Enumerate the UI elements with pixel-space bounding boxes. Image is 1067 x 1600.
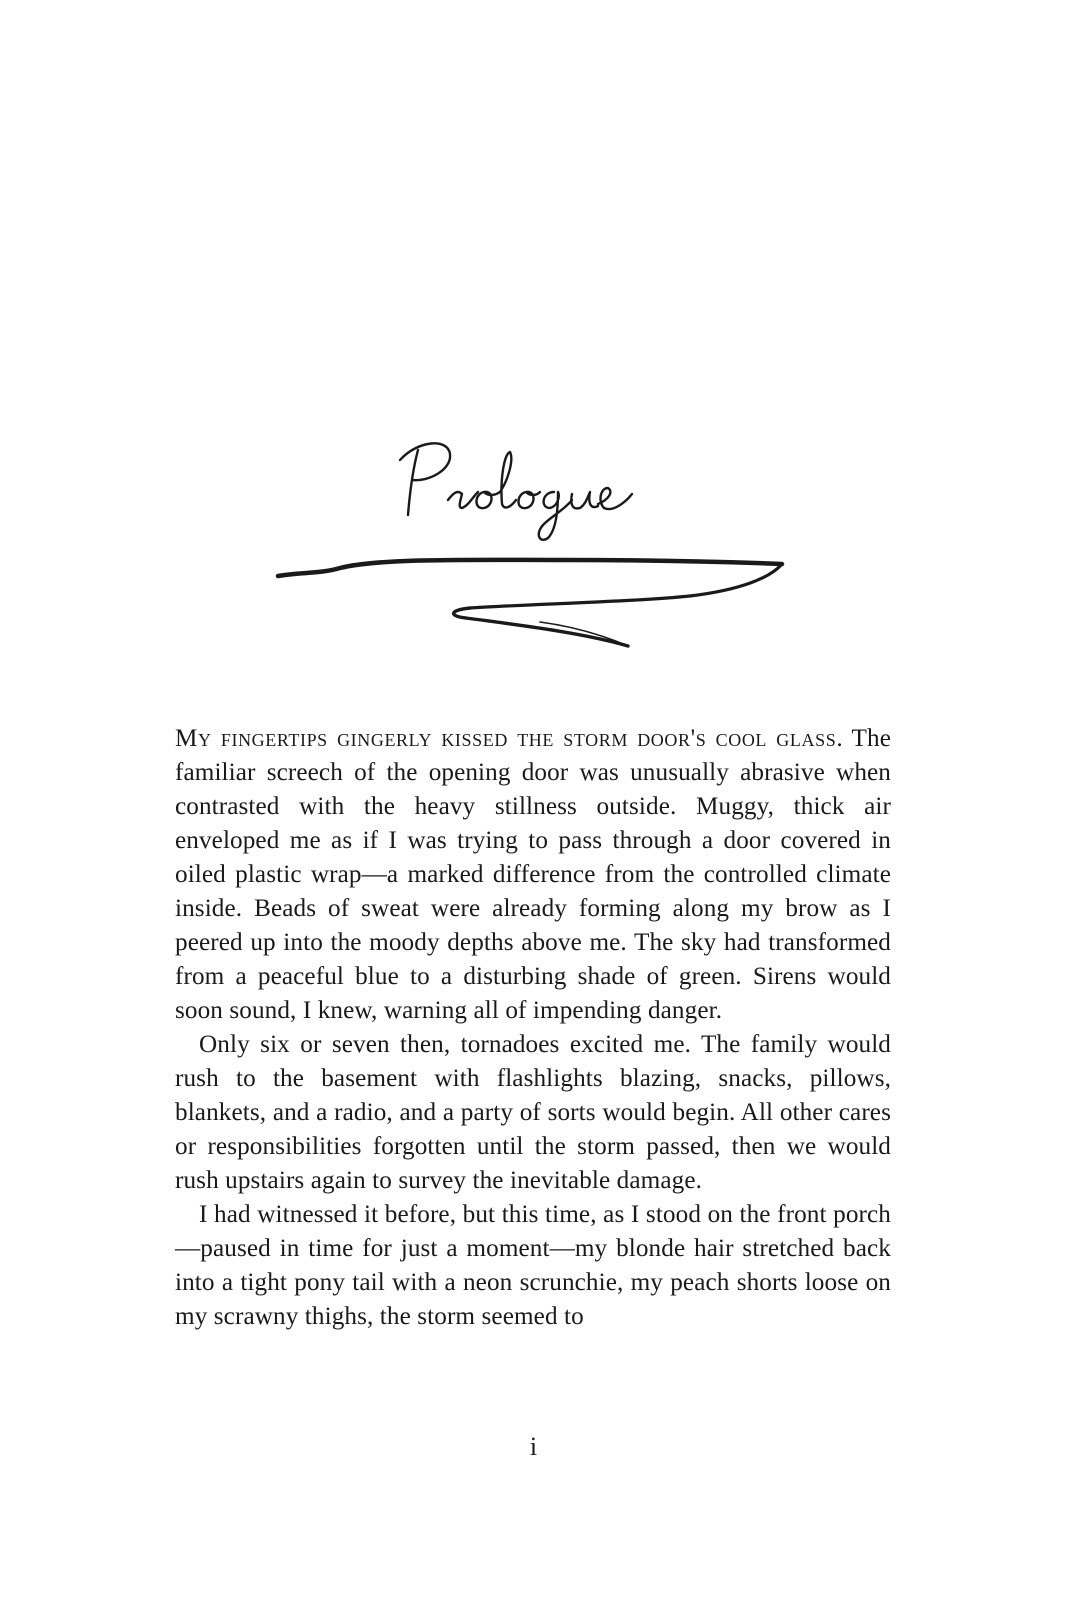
- chapter-title-script: [388, 430, 688, 550]
- page-number: i: [529, 1432, 538, 1461]
- paragraph: Only six or seven then, tornadoes excited me. The family would rush to the basement with flashlights blazing, snacks, pillows, blankets, and a radio, and a party of sorts would begin. All other cares or responsibilities forgotten until the storm passed, then we would rush upstairs again to survey the inevitable damage.: [175, 1031, 891, 1194]
- paragraph: [175, 722, 891, 1028]
- paragraph: I had witnessed it before, but this time, as I stood on the front porch—paused in time for just a moment—my blonde hair stretched back into a tight pony tail with a neon scrunchie, my peach shorts loose on my scrawny thighs, the storm seemed to: [175, 1201, 891, 1330]
- paragraph-text: The familiar screech of the opening door was unusually abrasive when contrasted with the heavy stillness outside. Muggy, thick air enveloped me as if I was trying to pass through a door covered in oiled plastic wrap—a marked difference from the controlled climate inside. Beads of sweat were already forming along my brow as I peered up into the moody depths above me. The sky had transformed from a peaceful blue to a disturbing shade of green. Sirens would soon sound, I knew, warning all of impending danger.: [175, 725, 891, 1024]
- chapter-body: [175, 722, 891, 1334]
- title-flourish-ornament: [270, 550, 790, 660]
- opening-small-caps-phrase: My fingertips gingerly kissed the storm door's cool glass.: [175, 725, 844, 752]
